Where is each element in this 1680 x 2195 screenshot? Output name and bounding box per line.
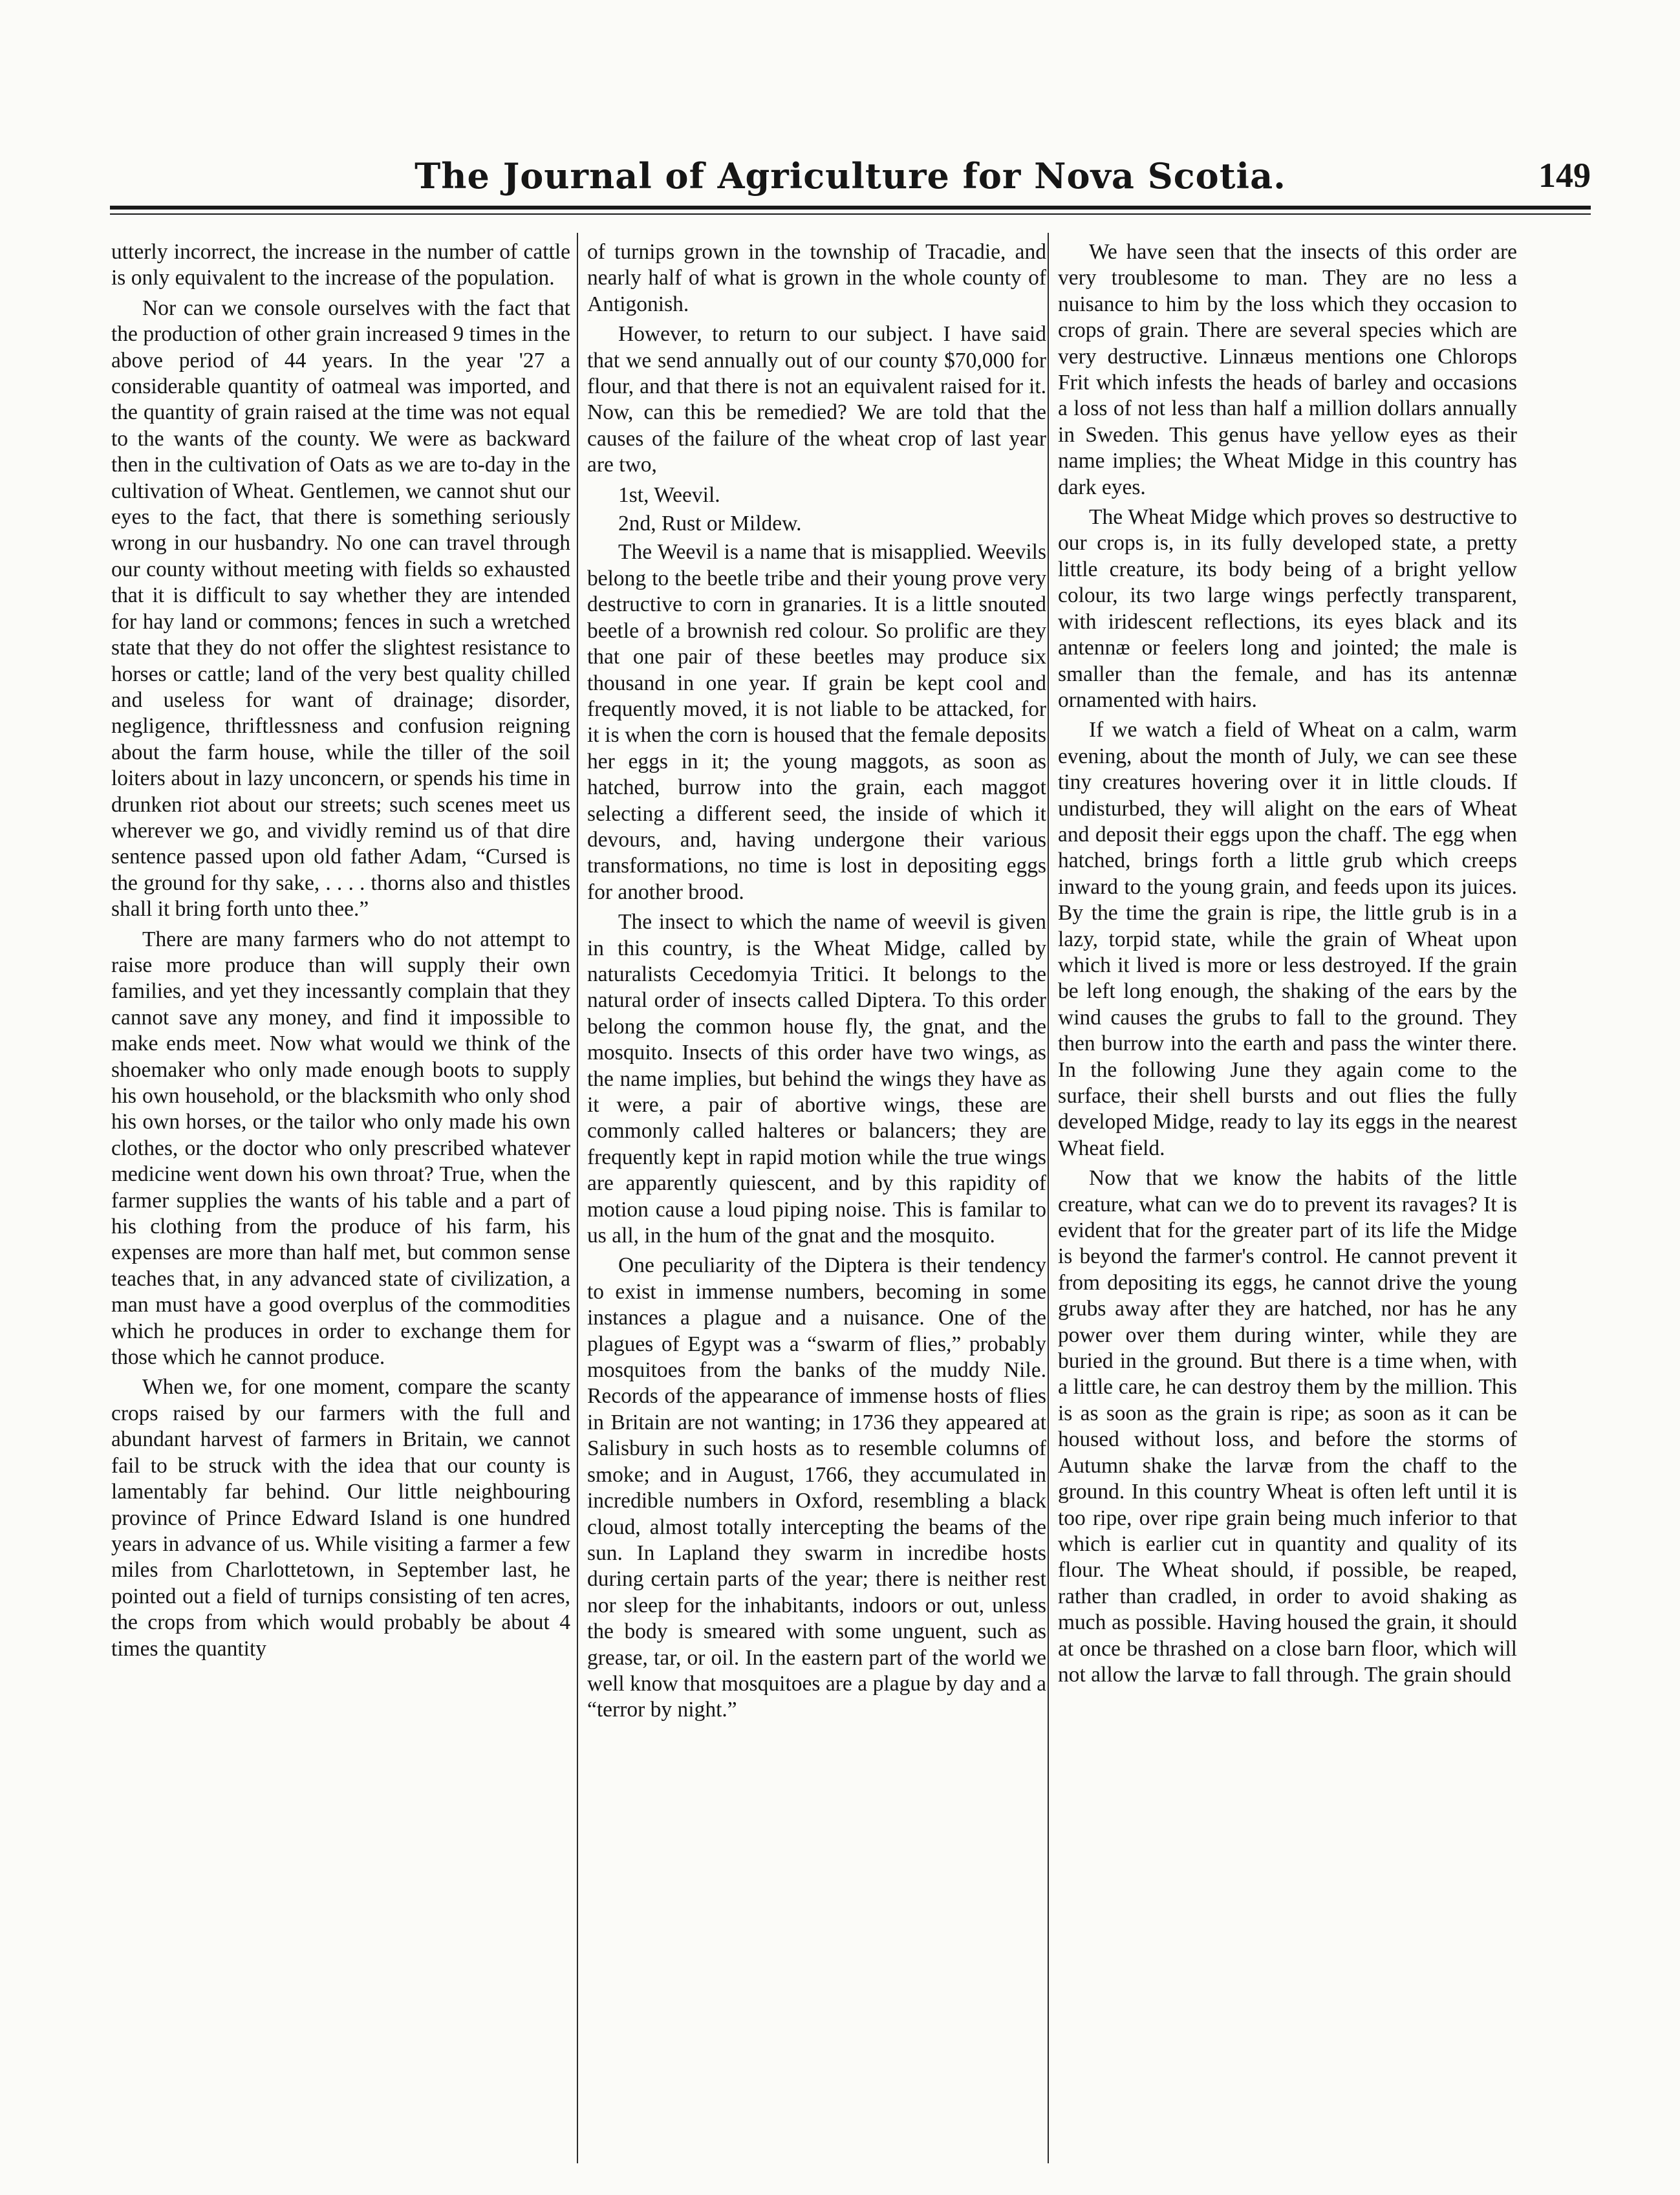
paragraph: of turnips grown in the township of Tracadie, and nearly half of what is grown in the whole county of Antigonish. xyxy=(587,240,1046,316)
column-divider xyxy=(1048,233,1049,2163)
header-rule-thick xyxy=(110,206,1591,210)
list-item: 2nd, Rust or Mildew. xyxy=(618,512,802,536)
paragraph: However, to return to our subject. I have said that we send annually out of our county $70,000 for flour, and that there is not an equivalent raised for it. Now, can this be remedied? We are told that the causes of the failure of the wheat crop of last year are two, xyxy=(587,322,1046,477)
paragraph: We have seen that the insects of this order are very troublesome to man. They are no less a nuisance to him by the loss which they occasion to crops of grain. There are several species which are very destructive. Linnæus mentions one Chlorops Frit which infests the heads of barley and occasions a loss of not less than half a million dollars annually in Sweden. This genus have yellow eyes as their name implies; the Wheat Midge in this country has dark eyes. xyxy=(1058,240,1517,499)
paragraph: The Wheat Midge which proves so destructive to our crops is, in its fully developed state, a pretty little creature, its body being of a bright yellow colour, its two large wings perfectly transparent, with iridescent reflections, its eyes black and its antennæ or feelers long and jointed; the male is smaller than the female, and has its antennæ ornamented with hairs. xyxy=(1058,505,1517,712)
paragraph: utterly incorrect, the increase in the number of cattle is only equivalent to the increase of the population. xyxy=(111,240,570,290)
paragraph: Now that we know the habits of the little creature, what can we do to prevent its ravages? It is evident that for the greater part of its life the Midge is beyond the farmer's control. He cannot prevent it from depositing its eggs, he cannot drive the young grubs away after they are hatched, nor has he any power over them during winter, while they are buried in the ground. But there is a time when, with a little care, he can destroy them by the million. This is as soon as the grain is ripe; as soon as it can be housed without loss, and before the storms of Autumn shake the larvæ from the chaff to the ground. In this country Wheat is often left until it is too ripe, over ripe grain being much inferior to that which is earlier cut in quantity and quality of its flour. The Wheat should, if possible, be reaped, rather than cradled, in order to avoid shaking as much as possible. Having housed the grain, it should at once be thrashed on a close barn floor, which will not allow the larvæ to fall through. The grain should xyxy=(1058,1166,1517,1687)
paragraph: Nor can we console ourselves with the fact that the production of other grain increased 9 times in the above period of 44 years. In the year '27 a considerable quantity of oatmeal was imported, and the quantity of grain raised at the time was not equal to the wants of the county. We were as backward then in the cultivation of Oats as we are to-day in the cultivation of Wheat. Gentlemen, we cannot shut our eyes to the fact, that there is something seriously wrong in our husbandry. No one can travel through our county without meeting with fields so exhausted that it is difficult to say whether they are intended for hay land or commons; fences in such a wretched state that they do not offer the slightest resistance to horses or cattle; land of the very best quality chilled and useless for want of drainage; disorder, negligence, thriftlessness and confusion reigning about the farm house, while the tiller of the soil loiters about in lazy unconcern, or spends his time in drunken riot about our streets; such scenes meet us wherever we go, and vividly remind us of that dire sentence passed upon old father Adam, “Cursed is the ground for thy sake, . . . . thorns also and thistles shall it bring forth unto thee.” xyxy=(111,296,570,922)
column-divider xyxy=(577,233,578,2163)
paragraph: There are many farmers who do not attempt to raise more produce than will supply their own families, and yet they incessantly complain that they cannot save any money, and find it impossible to make ends meet. Now what would we think of the shoemaker who only made enough boots to supply his own household, or the blacksmith who only shod his own horses, or the tailor who only made his own clothes, or the doctor who only prescribed whatever medicine went down his own throat? True, when the farmer supplies the wants of his table and a part of his clothing from the produce of his farm, his expenses are more than half met, but common sense teaches that, in any advanced state of civilization, a man must have a good overplus of the commodities which he produces in order to exchange them for those which he cannot produce. xyxy=(111,927,570,1370)
paragraph: The Weevil is a name that is misapplied. Weevils belong to the beetle tribe and their young prove very destructive to corn in granaries. It is a little snouted beetle of a brownish red colour. So prolific are they that one pair of these beetles may produce six thousand in one year. If grain be kept cool and frequently moved, it is not liable to be attacked, for it is when the corn is housed that the female deposits her eggs in it; the young maggots, as soon as hatched, burrow into the grain, each maggot selecting a different seed, the inside of which it devours, and, having undergone their various transformations, no time is lost in depositing eggs for another brood. xyxy=(587,540,1046,904)
journal-title: The Journal of Agriculture for Nova Scotia. xyxy=(415,155,1286,197)
column-1 xyxy=(111,239,570,1666)
page-number: 149 xyxy=(1538,156,1591,195)
header-rule-thin xyxy=(110,213,1591,215)
paragraph: When we, for one moment, compare the scanty crops raised by our farmers with the full and abundant harvest of farmers in Britain, we cannot fail to be struck with the idea that our county is lamentably far behind. Our little neighbouring province of Prince Edward Island is one hundred years in advance of us. While visiting a farmer a few miles from Charlottetown, in September last, he pointed out a field of turnips consisting of ten acres, the crops from which would probably be about 4 times the quantity xyxy=(111,1375,570,1661)
paragraph: One peculiarity of the Diptera is their tendency to exist in immense numbers, becoming in some instances a plague and a nuisance. One of the plagues of Egypt was a “swarm of flies,” probably mosquitoes from the banks of the muddy Nile. Records of the appearance of immense hosts of flies in Britain are not wanting; in 1736 they appeared at Salisbury in such hosts as to resemble columns of smoke; and in August, 1766, they accumulated in incredible numbers in Oxford, resembling a black cloud, almost totally intercepting the beams of the sun. In Lapland they swarm in incredibe hosts during certain parts of the year; there is neither rest nor sleep for the inhabitants, indoors or out, unless the body is smeared with some unguent, such as grease, tar, or oil. In the eastern part of the world we well know that mosquitoes are a plague by day and a “terror by night.” xyxy=(587,1253,1046,1722)
paragraph: If we watch a field of Wheat on a calm, warm evening, about the month of July, we can see these tiny creatures hovering over it in little clouds. If undisturbed, they will alight on the ears of Wheat and deposit their eggs upon the chaff. The egg when hatched, brings forth a little grub which creeps inward to the young grain, and feeds upon its juices. By the time the grain is ripe, the little grub is in a lazy, torpid state, while the grain of Wheat upon which it lived is more or less destroyed. If the grain be left long enough, the shaking of the ears by the wind causes the grubs to fall to the ground. They then burrow into the earth and pass the winter there. In the following June they again come to the surface, their shell bursts and out flies the fully developed Midge, ready to lay its eggs in the nearest Wheat field. xyxy=(1058,718,1517,1160)
column-2 xyxy=(587,239,1046,1727)
page-header xyxy=(110,155,1591,200)
list-item: 1st, Weevil. xyxy=(618,482,720,507)
paragraph: The insect to which the name of weevil is given in this country, is the Wheat Midge, called by naturalists Cecedomyia Tritici. It belongs to the natural order of insects called Diptera. To this order belong the common house fly, the gnat, and the mosquito. Insects of this order have two wings, as the name implies, but behind the wings they have as it were, a pair of abortive wings, these are commonly called halteres or balancers; they are frequently kept in rapid motion while the true wings are apparently quiescent, and by this rapidity of motion cause a loud piping noise. This is familar to us all, in the hum of the gnat and the mosquito. xyxy=(587,910,1046,1248)
column-3 xyxy=(1058,239,1517,1692)
